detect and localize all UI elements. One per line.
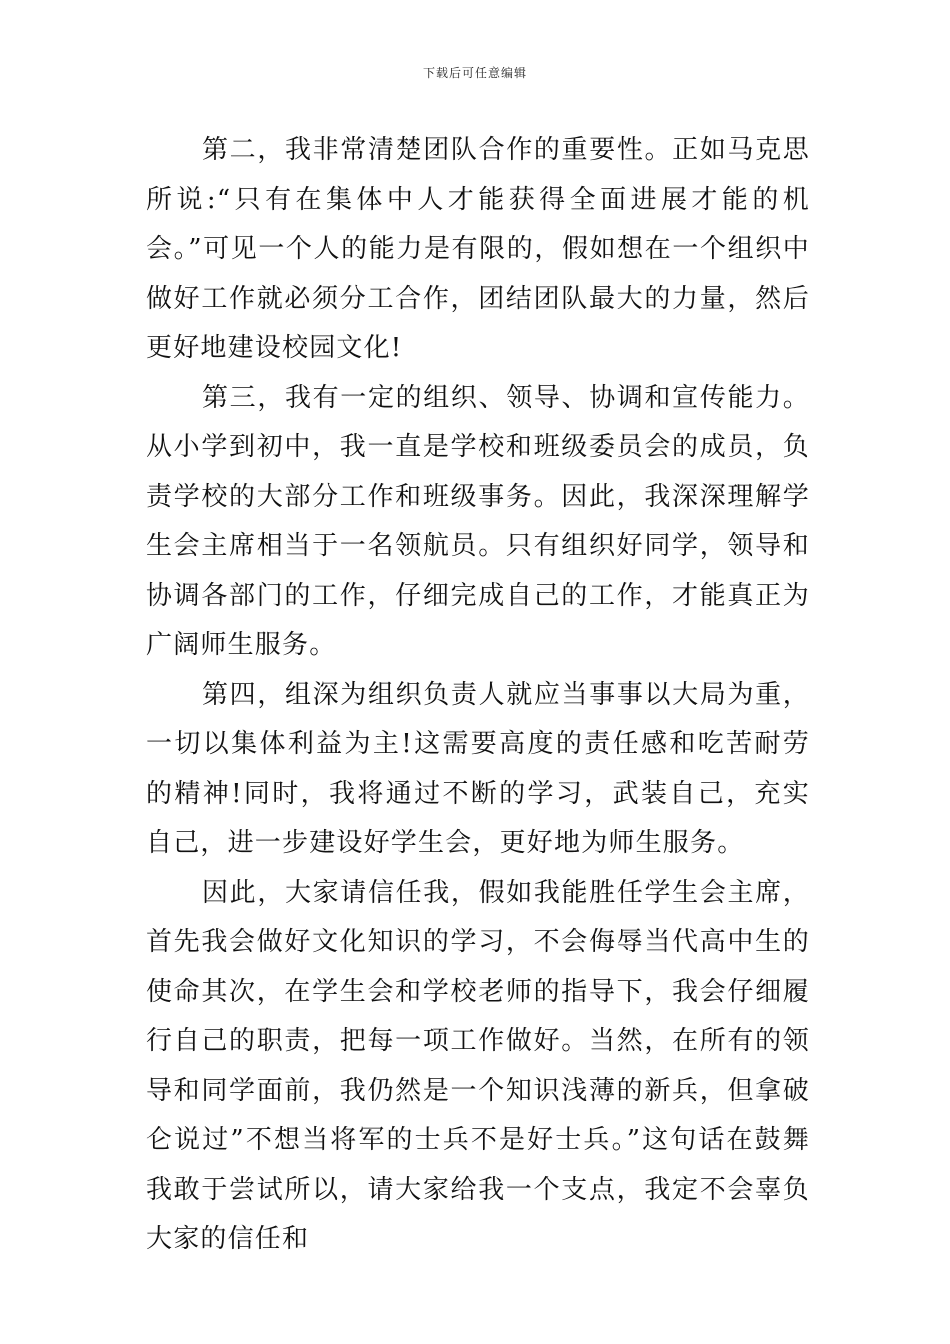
paragraph-fourth-point: 第四，组深为组织负责人就应当事事以大局为重，一切以集体利益为主!这需要高度的责任感和吃苦耐劳的精神!同时，我将通过不断的学习，武装自己，充实自己，进一步建设好学生会，更好地为师生服务。	[146, 679, 810, 858]
header-note: 下载后可任意编辑	[422, 66, 527, 80]
paragraph-conclusion: 因此，大家请信任我，假如我能胜任学生会主席，首先我会做好文化知识的学习，不会侮辱当代高中生的使命其次，在学生会和学校老师的指导下，我会仔细履行自己的职责，把每一项工作做好。当然，在所有的领导和同学面前，我仍然是一个知识浅薄的新兵，但拿破仑说过”不想当将军的士兵不是好士兵。”这句话在鼓舞我敢于尝试所以，请大家给我一个支点，我定不会辜负大家的信任和	[146, 877, 810, 1254]
paragraph-second-point: 第二，我非常清楚团队合作的重要性。正如马克思所说:“只有在集体中人才能获得全面进展才能的机会。”可见一个人的能力是有限的，假如想在一个组织中做好工作就必须分工合作，团结团队最大的力量，然后更好地建设校园文化!	[146, 135, 810, 363]
paragraph-third-point: 第三，我有一定的组织、领导、协调和宣传能力。从小学到初中，我一直是学校和班级委员会的成员，负责学校的大部分工作和班级事务。因此，我深深理解学生会主席相当于一名领航员。只有组织好同学，领导和协调各部门的工作，仔细完成自己的工作，才能真正为广阔师生服务。	[146, 382, 810, 660]
document-body	[146, 126, 810, 1265]
